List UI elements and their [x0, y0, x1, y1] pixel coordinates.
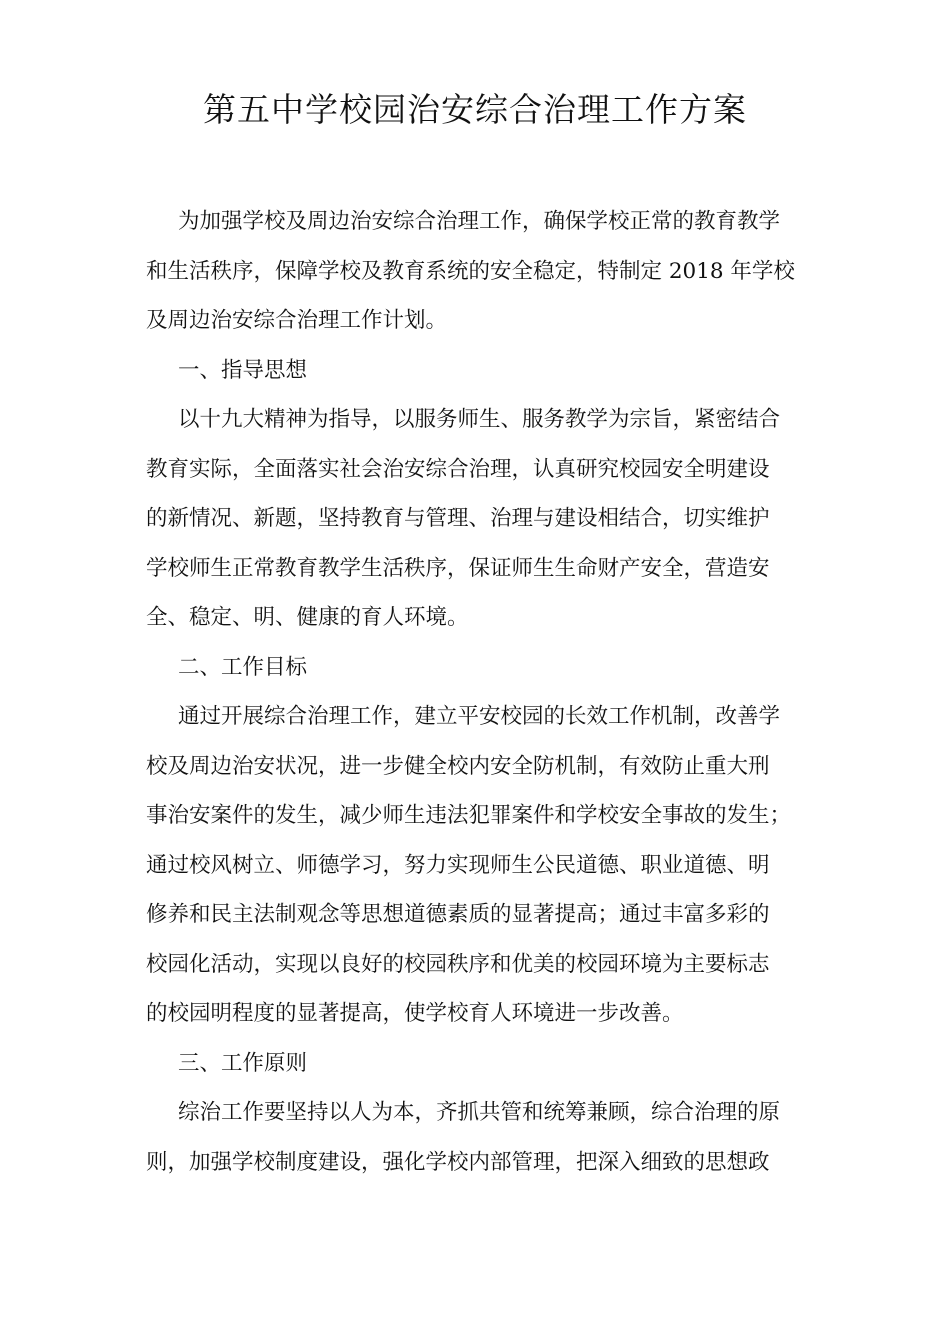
- paragraph-line: 则，加强学校制度建设，强化学校内部管理，把深入细致的思想政: [146, 1149, 770, 1175]
- paragraph-line: 教育实际，全面落实社会治安综合治理，认真研究校园安全明建设: [146, 456, 770, 482]
- paragraph-line: 校园化活动，实现以良好的校园秩序和优美的校园环境为主要标志: [146, 951, 770, 977]
- paragraph-line: 修养和民主法制观念等思想道德素质的显著提高；通过丰富多彩的: [146, 902, 770, 927]
- paragraph-line: 通过开展综合治理工作，建立平安校园的长效工作机制，改善学: [178, 704, 781, 729]
- paragraph-line: 及周边治安综合治理工作计划。: [146, 308, 448, 333]
- paragraph-line: 为加强学校及周边治安综合治理工作，确保学校正常的教育教学: [178, 209, 781, 234]
- section-heading: 一、指导思想: [178, 357, 308, 383]
- paragraph-line: 校及周边治安状况，进一步健全校内安全防机制，有效防止重大刑: [146, 753, 770, 779]
- document-title: 第五中学校园治安综合治理工作方案: [203, 90, 747, 129]
- paragraph-line: 通过校风树立、师德学习，努力实现师生公民道德、职业道德、明: [146, 852, 770, 878]
- section-heading: 二、工作目标: [178, 654, 308, 680]
- paragraph-line: 学校师生正常教育教学生活秩序，保证师生生命财产安全，营造安: [146, 555, 770, 581]
- document-body: [146, 197, 826, 1187]
- paragraph-line: 和生活秩序，保障学校及教育系统的安全稳定，特制定 2018 年学校: [146, 258, 795, 284]
- section-heading: 三、工作原则: [178, 1050, 308, 1076]
- paragraph-line: 事治安案件的发生，减少师生违法犯罪案件和学校安全事故的发生；: [146, 803, 792, 828]
- paragraph-line: 全、稳定、明、健康的育人环境。: [146, 605, 469, 630]
- paragraph-line: 的校园明程度的显著提高，使学校育人环境进一步改善。: [146, 1001, 684, 1026]
- paragraph-line: 综治工作要坚持以人为本，齐抓共管和统筹兼顾，综合治理的原: [178, 1100, 781, 1125]
- paragraph-line: 以十九大精神为指导，以服务师生、服务教学为宗旨，紧密结合: [178, 407, 781, 432]
- paragraph-line: 的新情况、新题，坚持教育与管理、治理与建设相结合，切实维护: [146, 506, 770, 531]
